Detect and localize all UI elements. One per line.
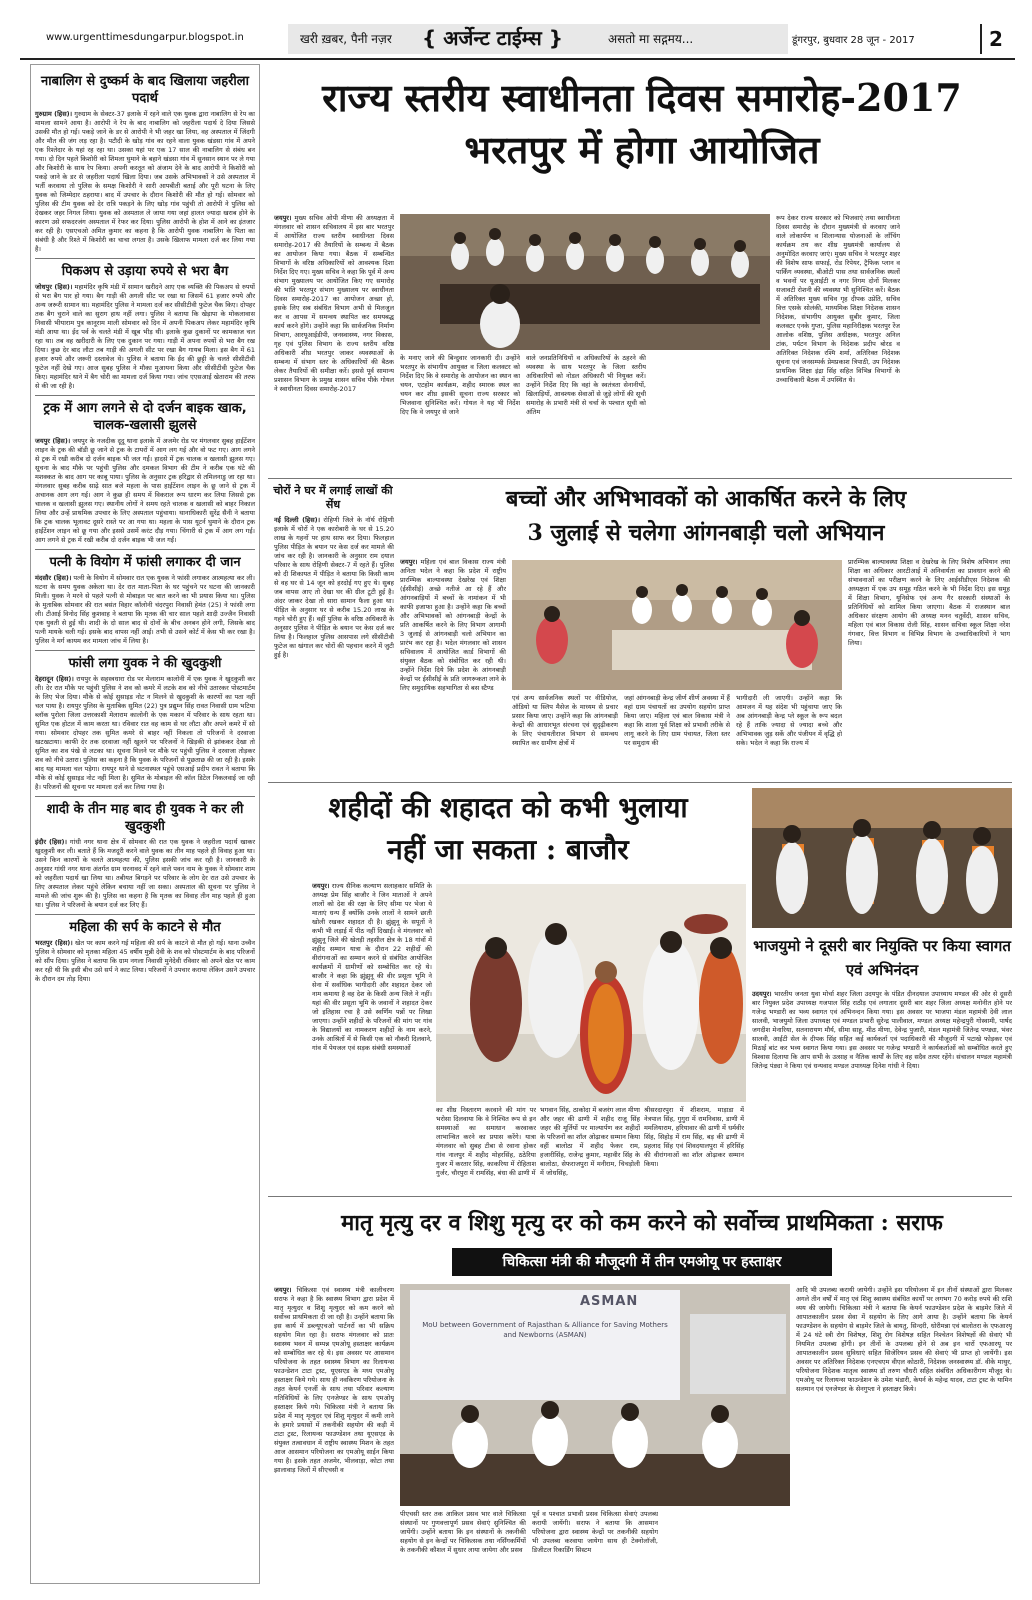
meeting-photo (400, 214, 770, 350)
article-headline: ट्रक में आग लगने से दो दर्जन बाइक खाक, चालक-खलासी झुलसे (43, 401, 247, 433)
anganwadi-col-4: भागीदारी ली जाएगी। उन्होंने कहा कि आमजन में यह संदेश भी पहुंचाया जाए कि अब आंगनबाड़ी केन्द्र प्ले स्कूल के रूप बदल रहे हैं ताकि ज्यादा से ज्यादा बच्चे और अभिभावक जुड़ सकें और पंजीयन में वृद्धि हो सके। भदेल ने कहा कि राज्य में (736, 694, 842, 747)
anganwadi-headline-2: 3 जुलाई से चलेगा आंगनबाड़ी चलो अभियान (527, 520, 885, 546)
article-headline: फांसी लगा युवक ने की खुदकुशी (68, 656, 222, 671)
banner-caption: MoU between Government of Rajasthan & Alliance for Saving Mothers and Newborns (ASMAN) (422, 1321, 668, 1339)
bjym-body (752, 990, 1012, 1190)
theft-text: रोहिणी जिले के नॉर्थ रोहिणी इलाके में चोरों ने एक कारोबारी के घर से 15.20 लाख के गहनों पर हाथ साफ कर दिया। फिलहाल पुलिस पीड़ित के बयान पर केस दर्ज कर मामले की जांच कर रही है। जानकारी के अनुसार राम दयाल परिवार के साथ रोहिणी सेक्टर-7 में रहते हैं। पुलिस को दी शिकायत में पीड़ित ने बताया कि किसी काम से वह घर से 14 जून को हरदोई गए हुए थे। सुबह जब वापस आए तो देखा घर की ग्रील टूटी हुई है। अंदर जाकर देखा तो सारा सामान फैला हुआ था। पीड़ित के अनुसार घर से करीब 15.20 लाख के गहने चोरी हुए हैं। वहीं पुलिस के वरिष्ठ अधिकारी के अनुसार पुलिस ने पीड़ित के बयान पर केस दर्ज कर लिया है। फिलहाल पुलिस आसपास लगे सीसीटीवी फुटेज का खंगाल कर चोरों की पहचान करने में जुटी हुई है। (274, 516, 394, 659)
divider (35, 395, 255, 396)
newspaper-brand: { अर्जेन्ट टाईम्स } (422, 26, 563, 50)
health-dateline: जयपुर। (274, 1286, 292, 1294)
article (35, 919, 255, 984)
tagline-right: असतो मा सद्गमय... (608, 32, 694, 46)
lead-text: मुख्य सचिव ओपी मीणा की अध्यक्षता में मंगलवार को शासन सचिवालय में इस बार भरतपुर में आयोजित राज्य स्तरीय स्वाधीनता दिवस समारोह-2017 की तैयारियों के सम्बन्ध में बैठक का आयोजन किया गया। बैठक में सम्बन्धित विभागों के वरिष्ठ अधिकारियों को आवश्यक दिशा निर्देश दिए गए। मुख्य सचिव ने कहा कि पूर्व में अन्य संभाग मुख्यालय पर आयोजित किए गए समारोह की भांति भरतपुर संभाग मुख्यालय पर स्वाधीनता दिवस समारोह-2017 का आयोजन अच्छा हो, इसके लिए सब संबंधित विभाग अभी से मिलजुल कर व आपस में समन्वय स्थापित कर समयबद्ध कार्य करने होंगे। उन्होंने कहा कि सार्वजनिक निर्माण विभाग, आरयूआईडीपी, जनस्वास्थ्य, नगर विकास, गृह एवं पुलिस विभाग के राज्य स्तरीय वरिष्ठ अधिकारी शीघ्र भरतपुर जाकर व्यवस्थाओं के सम्बन्ध में संभाग स्तर के अधिकारियों की बैठक लेकर तैयारियों की समीक्षा करें। इससे पूर्व सामान्य प्रशासन विभाग के प्रमुख शासन सचिव पीके गोयल ने स्वाधीनता दिवस समारोह-2017 (274, 214, 394, 393)
health-col-3: पूर्व व पश्चात प्रभावी प्रसव चिकित्सा सेवाएं उपलब्ध करायी जायेंगी। सराफ ने बताया कि आसमान परियोजना द्वारा स्वास्थ्य केन्द्रों पर तकनीकी सहयोग भी उपलब्ध करवाया जायेगा साथ ही टेक्नोलॉजी, डिजीटल रिकार्डिंग सिस्टम (532, 1510, 658, 1554)
anganwadi-meeting-photo (512, 560, 842, 690)
article-headline: पिकअप से उड़ाया रुपये से भरा बैग (61, 264, 229, 279)
article-dateline: जयपुर (हिस)। (35, 437, 71, 445)
article (35, 801, 255, 910)
page-number: 2 (980, 24, 1010, 54)
article-text: महामंदिर कृषि मंडी में सामान खरीदने आए एक व्यक्ति की पिकअप से रुपयों से भरा बैग पार हो गया। बैग गाड़ी की अगली सीट पर रखा था जिसमें 61 हजार रुपये और अन्य जरूरी सामान था। महामंदिर पुलिस ने मामला दर्ज कर सीसीटीवी फुटेज चैक किए। दोपहर तक बैग चुराने वाले का सुराग हाथ नहीं लगा। पुलिस ने बताया कि खेड़ापा के मोकलावास निवासी भीयाराम पुत्र कानूराम माली सोमवार को दिन में अपनी पिकअप लेकर महामंदिर कृषि मंडी आया था। ईद पर्व के चलते मंडी में खूब भीड़ थी। इलाके कुछ दुकानों पर कामकाज चल रहा था। तब वह खरीदारी के लिए एक दुकान पर गया। गाड़ी में अपना रुपयों से भरा बैग रख दिया। कुछ देर बाद लौटा तब गाड़ी की अगली सीट पर रखा बैग गायब मिला। इस बैग में 61 हजार रुपये और जरूरी दस्तावेज थे। पुलिस ने बताया कि ईद की छुट्टी के चलते सीसीटीवी फुटेज नहीं देखे गए। आज सुबह पुलिस ने मौका मुआयना किया और सीसीटीवी फुटेज चैक किए। महामंदिर थाने में बैग चोरी का मामला दर्ज किया गया। जांच एएसआई खेताराम की तरफ से की जा रही है। (35, 283, 255, 390)
martyr-headline-1: शहीदों की शहादत को कभी भुलाया (328, 791, 688, 824)
article-headline: शादी के तीन माह बाद ही युवक ने कर ली खुदकुशी (46, 802, 244, 834)
article (35, 554, 255, 646)
article-body (35, 939, 255, 984)
issue-date: डूंगरपुर, बुधवार 28 जून - 2017 (792, 35, 915, 46)
martyr-col-4: श्रीसरदारपुरा में शीशराम, माड़ाडा में नेत्रपाल सिंह, गुगुरा में रामनिवास, डाणी में ममलियाराम, हरियावार की ढाणी में धर्मवीर सिंह, सिहोड़ में राम सिंह, बड़ की ढाणी में प्रहलाद सिंह एवं शिवदयालपुरा में हरिसिंह की वीरांगनाओं का शॉल ओढ़ाकर सम्मान किया। (644, 1106, 744, 1168)
martyr-text: राज्य सैनिक कल्याण सलाहकार समिति के अध्यक्ष प्रेम सिंह बाजौर ने जिन माताओं ने अपने लालों को देश की रक्षा के लिए सीमा पर भेजा ये माताएं धन्य हैं क्योंकि उनके लालों ने सामने छाती खोली रखकर शहादत दी है। झुंझुनू के सपूतों ने कभी भी लड़ाई में पीठ नहीं दिखाई। वे मंगलवार को झुंझुनू जिले की खेतड़ी तहसील क्षेत्र के 18 गांवों में शहीद सम्मान यात्रा के दौरान 22 शहीदों की वीरांगनाओं का सम्मान करने से संबंधित आयोजित कार्यक्रमों में ग्रामीणों को सम्बोधित कर रहे थे। बाजौर ने कहा कि झुंझुनू की वीर प्रसूता भूमि ने सेना में सर्वाधिक भागीदारी और शहादत देकर जो नाम कमाया है वह देश के किसी अन्य जिले ने नहीं। यहां की वीर प्रसूता भूमि के जवानों ने शहादत देकर जो इतिहास रचा है उसे स्वर्णिम पन्नों पर लिखा जाएगा। उन्होंने शहीदों के परिजनों की मांग पर गांव के विद्यालयों का नामकरण शहीदों के नाम करने, उनके आश्रितों में से किसी एक को नौकरी दिलवाने, गांव में पेयजल एवं सड़क संबंधी समस्याओं (312, 882, 432, 1052)
article-body (35, 675, 255, 792)
lead-col-4: रूप देकर राज्य सरकार को भिजवाएं तथा स्वाधीनता दिवस समारोह के दौरान मुख्यमंत्री से करवाए जाने वाले लोकार्पण व शिलान्यास योजनाओं के लाँचिंग कार्यक्रम तय कर शीघ्र मुख्यमंत्री कार्यालय से अनुमोदित करवाए जाएं। मुख्य सचिव ने भरतपुर शहर की विशेष साफ सफाई, रोड रिपेयर, ट्रैफिक प्लान व पार्किंग व्यवस्था, बीओटी पास तथा सार्वजनिक स्थलों व भवनों पर यूआईटी व नगर निगम दोनों मिलकर सजावटी रोशनी की व्यवस्था भी सुनिश्चित करें। बैठक में अतिरिक्त मुख्य सचिव गृह दीपक उप्रेति, सचिव वित्त एसके सोलंकी, माध्यमिक शिक्षा निदेशक शासन निदेशक, संभागीय आयुक्त सुबीर कुमार, जिला कलक्टर एनके गुप्ता, पुलिस महानिरीक्षक भरतपुर रेंज आलोक वशिष्ठ, पुलिस अधीक्षक, भरतपुर अनिल टांक, पर्यटन विभाग के निदेशक प्रदीप बोरड व अतिरिक्त निदेशक रश्मि शर्मा, अतिरिक्त निदेशक सूचना एवं जनसम्पर्क प्रेमप्रकाश त्रिपाठी, उप निदेशक प्राथमिक शिक्षा इंद्रा सिंह सहित विभिन्न विभागों के उच्चाधिकारी बैठक में उपस्थित थे। (776, 214, 900, 384)
page-header (20, 18, 1015, 60)
bjym-dateline: उदयपुर। (752, 990, 772, 998)
anganwadi-headline-1: बच्चों और अभिभावकों को आकर्षित करने के लिए (505, 486, 907, 512)
article-dateline: गुरुग्राम (हिस)। (35, 110, 73, 118)
health-col-4: आदि भी उपलब्ध करायी जायेगी। उन्होंने इस परियोजना में इन तीनों संस्थाओं द्वारा मिलकर अगले तीन वर्षों में मातृ एवं शिशु स्वास्थ्य संबंधित कार्यों पर लगभग 70 करोड़ रुपये की राशि व्यय की जायेगी। चिकित्सा मंत्री ने बताया कि केयर्न फाउण्डेशन प्रदेश के बाड़मेर जिले में आपातकालीन प्रसव सेवा में सहयोग के लिए आगे आया है। उन्होंने बताया कि केयर्न फाउण्डेशन के सहयोग से बाड़मेर जिले के बायतु, सिन्दरी, धोरीमन्ना एवं बालोतरा के एफआरयू में 24 घंटे स्त्री रोग विशेषज्ञ, शिशु रोग विशेषज्ञ सहित निश्चेतन विशेषज्ञों की सेवाएं भी नियमित उपलब्ध होंगी। इन तीनों के उपलब्ध होने से अब इन चारों एफआरयू पर आपातकालीन प्रसव सुविधाएं सहित सिजेरियन प्रसव की सेवाएं भी प्राप्त हो जायेंगी। इस अवसर पर अतिरिक्त निदेशक एनएचएम वीएल कोठारी, निदेशक जनस्वास्थ्य डॉ. वीके माथुर, परियोजना निदेशक मातृत्व स्वास्थ्य डॉ तरुण चौधरी सहित संबंधित अधिकारीगण मौजूद थे। एमओयू पर रिलायन्स फाउन्डेशन के उमेश भंडारी, केयर्न के महेन्द्र यादव, टाटा ट्रस्ट के यामिन सलमान एवं एनजेण्डर के सेनगुप्ता ने हस्ताक्षर किये। (796, 1286, 1012, 1393)
article-text: गांधी नगर थाना क्षेत्र में सोमवार की रात एक युवक ने जहरीला पदार्थ खाकर खुदकुशी कर ली। बताते हैं कि मजदूरी करने वाले युवक का तीन माह पहले ही विवाह हुआ था। उसने किन कारणों के चलते आत्महत्या की, पुलिस इसकी जांच कर रही है। जानकारी के अनुसार गांधी नगर थाना अंतर्गत ग्राम धरनावद में रहने वाले पवन नाम के युवक ने सोमवार शाम को जहरीला पदार्थ खा लिया था। तबीयत बिगड़ने पर परिवार के लोग देर रात उसे उपचार के लिए अस्पताल लेकर पहुंचे लेकिन बचाया नहीं जा सका। अस्पताल की सूचना पर पुलिस ने मामले की जांच शुरू की है। पुलिस का कहना है कि मृतक का विवाह तीन माह पहले ही हुआ था। पुलिस ने परिजनों के बयान दर्ज कर लिए हैं। (35, 838, 255, 909)
martyr-headline-2: नहीं जा सकता : बाजौर (387, 833, 629, 866)
martyr-col-3: भगवान सिंह, ठाकोदा में बजरंग लाल मीणा और जहर की ढाणी में शहीद राजू सिंह जहर की मूर्तियों पर माल्यार्पण कर शहीदों के परिजनों का शॉल ओढ़ाकर सम्मान किया वहीं बालोठा में शहीद फेकर राम, हजारीसिंह, राजेन्द्र कुमार, महावीर सिंह के बालोठा, सेफराजपुरा में मनीराम, चिचड़ोली में जोधसिंह, (540, 1106, 640, 1177)
blog-url[interactable]: www.urgenttimesdungarpur.blogspot.in (46, 32, 244, 43)
bjym-text: भारतीय जनता युवा मोर्चा शहर जिला उदयपुर के पंडित दीनदयाल उपाध्याय मण्डल की ओर से दूसरी बार नियुक्त प्रदेश उपाध्यक्ष गजपाल सिंह राठौड़ एवं लगातार दूसरी बार शहर जिला अध्यक्ष मनोनीत होने पर गजेन्द्र भण्डारी का भव्य स्वागत एवं अभिनन्दन किया गया। इस अवसर पर भाजपा मंडल महामंत्री देवी लाल सालवी, भाजयुमो जिला उपाध्यक्ष एवं मण्डल प्रभारी सुरेन्द्र पालीवाल, मण्डल अध्यक्ष महेन्द्रपुरी गोस्वामी, पार्षद जगदीश मेनारिया, सतनारायण मौर्य, सीमा साहू, मीठ मीणा, देवेन्द्र पुजारी, मंडल महामंत्री जितेन्द्र पण्ड्या, भंवर सालवी, आईटी सेल के दीपक सिंह सहित कई कार्यकर्ता एवं पदाधिकारी की मौजूदगी में पटाखे फोड़कर एवं मिठाई बांट कर भव्य स्वागत किया गया। इस अवसर पर गजेन्द्र भण्डारी ने कार्यकर्ताओं को सम्बोधित करते हुए विश्वास दिलाया कि आप सभी के उत्साह व नैतिक कार्यों के लिए वह सदैव तत्पर रहेंगे। संचालन मण्डल महामंत्री जितेन्द्र पंड्या ने किया एवं धन्यवाद मण्डल उपाध्यक्ष दिनेश गांधी ने दिया। (752, 990, 1012, 1070)
health-subheadline: चिकित्सा मंत्री की मौजूदगी में तीन एमओयू पर हस्ताक्षर (452, 1248, 832, 1276)
theft-body (274, 516, 394, 776)
article-text: जयपुर के नजदीक दूदू थाना इलाके में अजमेर रोड पर मंगलवार सुबह हाईटेंशन लाइन के ट्रक की बॉडी छू जाने से ट्रक के टायरों में आग लग गई और वो फट गए। आग लगने से ट्रक में रखी करीब दो दर्जन बाइक भी जल गईं। हादसे में ट्रक चालक व खलासी झुलस गए। सूचना के बाद मौके पर पहुंची पुलिस और दमकल विभाग की टीम ने करीब एक घंटे की मशक्कत के बाद आग पर काबू पाया। पुलिस के अनुसार ट्रक हरिद्वार से तमिलनाडु जा रहा था। मंगलवार सुबह करीब साढ़े सात बजे महला के पास हाईटेंशन लाइन के छू जाने से ट्रक में अचानक आग लग गई। आग ने कुछ ही समय में विकराल रूप धारण कर लिया जिससे ट्रक चालक व खलासी झुलस गए। स्थानीय लोगों ने समय रहते चालक व खलासी को बाहर निकाल लिया और उन्हें प्राथमिक उपचार के लिए अस्पताल पहुंचाया। थानाधिकारी सुरेंद्र सैनी ने बताया कि ट्रक चालक भूलावट दूसरे रास्ते पर आ गया था। महला के पास यूटर्न घुमाने के दौरान ट्रक हाईटेंशन लाइन को छू गया और इससे उसमें करंट दौड़ गया। चिंगारी से ट्रक में आग लग गई। आग लगने से ट्रक में रखी करीब दो दर्जन बाइक भी जल गईं। (35, 437, 255, 544)
article-dateline: इंदौर (हिस)। (35, 838, 67, 846)
section-divider (268, 478, 1012, 479)
anganwadi-dateline: जयपुर। (400, 558, 418, 566)
divider (35, 258, 255, 259)
article-headline: महिला की सर्प के काटने से मौत (69, 920, 221, 935)
article (35, 655, 255, 792)
theft-headline: चोरों ने घर में लगाई लाखों की सेंध (273, 484, 393, 511)
martyr-col-1 (312, 882, 432, 1190)
theft-dateline: नई दिल्ली (हिस)। (274, 516, 321, 524)
divider (35, 914, 255, 915)
anganwadi-col-1 (400, 558, 506, 778)
anganwadi-col-3: जहां आंगनबाड़ी केन्द्र जीर्ण शीर्ण अवस्था में हैं वहां ग्राम पंचायतों का उपयोग सहयोग प्राप्त किया जाए। महिला एवं बाल विकास मंत्री ने कहा कि शाला पूर्व शिक्षा को प्रभावी तरीके से लागू करने के लिए ग्राम पंचायत, जिला स्तर पर समुदाय की (624, 694, 730, 747)
article-text: गुरुग्राम के सेक्टर-37 इलाके में रहने वाले एक युवक द्वारा नाबालिग से रेप का मामला सामने आया है। आरोपी ने रेप के बाद नाबालिग को जहरीला पदार्थ दे दिया जिससे उसकी मौत हो गई। पकड़े जाने के डर से आरोपी ने भी जहर खा लिया, वह अस्पताल में जिंदगी और मौत की जंग लड़ रहा है। पटौदी के खोड़ गांव का रहने वाला युवक खंडसा गांव में अपने एक रिश्तेदार के यहां रह रहा था। उसका यहां पर एक 17 साल की नाबालिग से संबंध बन गया। दो दिन पहले किशोरी को शिमला घुमाने के बहाने खंडसा गांव में सुनसान स्थान पर ले गया और किशोरी के साथ रेप किया। अपनी करतूत को अंजाम देने के बाद आरोपी ने किशोरी को पकड़े जाने के डर से जहरीला पदार्थ खिला दिया। जब उसके अभिभावकों ने उसे अस्पताल में भर्ती करवाया तो पुलिस के समक्ष किशोरी ने सारी आपबीती बताई और पूरी घटना के लिए युवक को जिम्मेदार ठहराया। बाद में उपचार के दौरान किशोरी की मौत हो गई। सोमवार को पुलिस की टीम युवक को देर रात्रि पकड़ने के लिए खोड़ गांव पहुंची तो आरोपी ने पुलिस को देखकर जहर निगल लिया। युवक को अस्पताल ले जाया गया जहां हालत ज्यादा खराब होने के कारण उसे सफदरजंग अस्पताल में रेफर कर दिया। पुलिस आरोपी के होश में आने का इंतजार कर रही है। एसएचओ अमित कुमार का कहना है कि आरोपी युवक नाबालिग के पिता का संबंधी है और रिश्ते में किशोरी का चाचा लगता है। उसके खिलाफ मामला दर्ज कर लिया गया है। (35, 110, 255, 253)
article-headline: पत्नी के वियोग में फांसी लगाकर दी जान (49, 555, 241, 570)
article-dateline: भरतपुर (हिस)। (35, 939, 73, 947)
article-dateline: जोधपुर (हिस)। (35, 283, 73, 291)
article-body (35, 110, 255, 254)
bjym-headline: भाजयुमो ने दूसरी बार नियुक्ति पर किया स्वागत एवं अभिनंदन (753, 937, 1011, 979)
health-headline: मातृ मृत्यु दर व शिशु मृत्यु दर को कम करने को सर्वोच्च प्राथमिकता : सराफ (341, 1210, 943, 1236)
article-headline: नाबालिग से दुष्कर्म के बाद खिलाया जहरीला पदार्थ (41, 74, 249, 106)
article-text: रायपुर के सहस्त्रधारा रोड पर मेलाराम कालोनी में एक युवक ने खुदकुशी कर ली। देर रात मौके पर पहुंची पुलिस ने शव को कमरे में लटके शव को नीचे उतारकर पोस्टमार्टम के लिए भेज दिया। मौके से कोई सुसाइड नोट न मिलने से खुदकुशी के कारणों का पता नहीं चल पाया है। रायपुर पुलिस के मुताबिक सुमित (22) पुत्र प्रद्युम्न सिंह रावत निवासी ग्राम भटिया ब्लॉक पुरोला जिला उत्तरकाशी मेलाराम कालोनी के एक मकान में परिवार के साथ रहता था। सुमित एक होटल में काम करता था। रविवार रात वह काम से घर लौटा और अपने कमरे में सो गया। सोमवार दोपहर तक सुमित कमरे से बाहर नहीं निकला तो परिजनों ने दरवाजा खटखटाया। काफी देर तक दरवाजा नहीं खुलने पर परिजनों ने खिड़की से झांककर देखा तो सुमित का शव पंखे से लटका था। सूचना मिलने पर मौके पर पहुंची पुलिस ने दरवाजा तोड़कर शव को नीचे उतारा। पुलिस का कहना है कि युवक के परिजनों से पूछताछ की जा रही है। इसके बाद यह मामला चल पड़ेगा। रायपुर थाने से घटनास्थल पहुंचे एसआई प्रदीप रावत ने बताया कि मौके से कोई सुसाइड नोट नहीं मिला है। सुमित के मोबाइल की कॉल डिटेल निकलवाई जा रही है। परिजनों की सूचना पर मामला दर्ज कर लिया गया है। (35, 675, 255, 791)
article-body (35, 283, 255, 391)
lead-dateline: जयपुर। (274, 214, 292, 222)
anganwadi-col-5: प्रारम्भिक बाल्यावस्था शिक्षा व देखरेख के लिए विशेष अभियान तथा शिक्षा का अधिकार आरटीआई में अनिवार्यता का प्रावधान करने की संभावनाओं का परीक्षण करने के लिए आईसीडीएस निदेशक की अध्यक्षता में एक उप समूह गठित करने के भी निर्देश दिए। इस समूह में शिक्षा विभाग, यूनिसेफ एवं अन्य गैर सरकारी संस्थाओं के प्रतिनिधियों को शामिल किया जाएगा। बैठक में राजस्थान बाल अधिकार संरक्षण आयोग की अध्यक्ष मनन चतुर्वेदी, शासन सचिव, महिला एवं बाल विकास रोली सिंह, शासन सचिवा स्कूल शिक्षा नरेश गंगवार, वित्त विभाग व विभिन्न विभाग के उच्चाधिकारियों ने भाग लिया। (848, 558, 1010, 647)
lead-col-2: के मनाए जाने की बिन्दुवार जानकारी दी। उन्होंने भरतपुर के संभागीय आयुक्त व जिला कलक्टर को निर्देश दिए कि वे समारोह के आयोजन का स्थान का चयन, एटहोम कार्यक्रम, शहीद स्मारक स्थल का चयन कर शीघ्र इसकी सूचना राज्य सरकार को भिजवाना सुनिश्चित करें। गोयल ने यह भी निर्देश दिए कि वे जयपुर से जाने (400, 354, 520, 416)
article (35, 400, 255, 545)
mou-signing-photo (400, 1284, 790, 1506)
divider (35, 796, 255, 797)
health-col-1 (274, 1286, 394, 1588)
divider (35, 549, 255, 550)
health-col-2: पीएचसी स्तर तक आकिल प्रसव भार वाले चिकित्सा संस्थानों पर गुणवत्तापूर्ण प्रसव सेवाएं सुनिश्चित की जायेंगी। उन्होंने बताया कि इन संस्थानों के तकनीकी सहयोग से इन केन्द्रों पर चिकित्सक तथा नर्सिंगकर्मियों के तकनीकी कौशल में सुधार लाया जायेगा और प्रसव (400, 1510, 526, 1554)
lead-col-1 (274, 214, 394, 474)
article-text: पत्नी के वियोग में सोमवार रात एक युवक ने फांसी लगाकर आत्महत्या कर ली। घटना के समय युवक अकेला था। देर रात माता-पिता के घर पहुंचने पर घटना की जानकारी मिली। युवक ने मरने से पहले पत्नी से मोबाइल पर बात करने का भी प्रयास किया था। पुलिस के मुताबिक सोमवार की रात बसंत विहार कॉलोनी चंदरपुरा निवासी हेमंत (25) ने फांसी लगा ली। टीआई विनोद सिंह कुशवाह ने बताया कि मृतक की चार साल पहले शादी उज्जैन निवासी एक युवती से हुई थी। शादी के दो साल बाद से दोनों के बीच अनबन होने लगी, जिसके बाद पत्नी मायके चली गई। इसके बाद वापस नहीं आई। तभी से उसने कोर्ट में केस भी कर रखा है। पुलिस ने मर्ग कायम कर मामला जांच में लिया है। (35, 574, 255, 645)
health-text: चिकित्सा एवं स्वास्थ्य मंत्री कालीचरण सराफ ने कहा है कि स्वास्थ्य विभाग द्वारा प्रदेश में मातृ मृत्युदर व शिशु मृत्युदर को कम करने को सर्वोच्च प्राथमिकता दी जा रही है। उन्होंने बताया कि इस कार्य में डब्ल्यूएचओ पार्टनरों का भी सक्रिय सहयोग मिल रहा है। सराफ मंगलवार को प्रातः स्वास्थ्य भवन में सम्पन्न एमओयू हस्ताक्षर कार्यक्रम को सम्बोधित कर रहे थे। इस अवसर पर आसमान परियोजना के तहत स्वास्थ्य विभाग का रिलायन्स फाउन्डेशन टाटा ट्रस्ट, यूएसएड के मध्य एमओयू हस्ताक्षर किये गये। साथ ही नवकिरण परियोजना के तहत केयर्न एनर्जी के साथ तथा परिवार कल्याण गतिविधियों के लिए एनजेण्डर के साथ एमओयू हस्ताक्षर किये गये। चिकित्सा मंत्री ने बताया कि प्रदेश में मातृ मृत्युदर एवं शिशु मृत्युदर में कमी लाने के हमारे प्रयासों में तकनीकी सहयोग की कड़ी में टाटा ट्रस्ट, रिलायन्स फाउण्डेशन तथा यूएसएड के संयुक्त तत्वावधान में राष्ट्रीय स्वास्थ्य मिशन के तहत आज आसमान परियोजना का एमओयू साईन किया गया है। इसके तहत अजमेर, भीलवाड़ा, कोटा तथा झालावाड़ जिलों में सीएचसी व (274, 1286, 394, 1474)
article-body (35, 437, 255, 545)
banner-word: ASMAN (580, 1294, 639, 1309)
lead-headline: राज्य स्तरीय स्वाधीनता दिवस समारोह-2017 भरतपुर में होगा आयोजित (322, 75, 962, 172)
article (35, 73, 255, 254)
section-divider (268, 782, 1012, 783)
section-divider (268, 1196, 1012, 1197)
left-news-column (30, 64, 260, 1584)
article-text: खेत पर काम करने गई महिला की सर्प के काटने से मौत हो गई। थाना उच्चैन पुलिस ने सोमवार को मृतका महिला 45 वर्षीय मुन्नी देवी के शव को पोस्टमार्टम के बाद परिजनों को सौंप दिया। पुलिस ने बताया कि ग्राम नगला निवासी मुनेदेवी रविवार को अपने खेत पर काम कर रही थी कि इसी बीच उसे सर्प ने काट लिया। परिजनों ने उपचार कराया लेकिन उसने उपचार के दौरान दम तोड़ दिया। (35, 939, 255, 983)
lead-col-3: वाले जनप्रतिनिधियों व अधिकारियों के ठहरने की व्यवस्था के साथ भरतपुर के जिला स्तरीय अधिकारियों को नोडल अधिकारी भी नियुक्त करें। उन्होंने निर्देश दिए कि वहां के स्वतंत्रता सेनानीयों, खिलाड़ियों, आवश्यक सेवाओं से जुड़े लोगों की सूची समारोह के प्रभारी मंत्री से चर्चा के पश्चात सूची को अंतिम (526, 354, 646, 416)
article-dateline: मंदसौर (हिस)। (35, 574, 72, 582)
divider (35, 650, 255, 651)
martyr-col-2: का शीघ्र निस्तारण करवाने की मांग पर भरोसा दिलवाया कि वे निश्चित रूप से इन समस्याओं का समाधान करवाकर लाभान्वित करने का प्रयास करेंगे। यात्रा मंगलवार को सुबह टीबा से रवाना होकर गांव नालपुर में शहीद मोहरसिंह, ठठेरिया गुजर में करतार सिंह, काकरिया में रोहिताश गुर्जर, चौरपुरा में रामसिंह, बंधा की ढाणी में (436, 1106, 536, 1177)
martyr-dateline: जयपुर। (312, 882, 330, 890)
article-body (35, 838, 255, 910)
bjym-felicitation-photo (752, 788, 1012, 928)
tagline-left: खरी ख़बर, पैनी नज़र (300, 32, 392, 46)
anganwadi-text: महिला एवं बाल विकास राज्य मंत्री अनिता भदेल ने कहा कि प्रदेश में राष्ट्रीय प्रारम्भिक बाल्यावस्था देखरेख एवं शिक्षा (ईसीसीई) अच्छे नतीजे आ रहे हैं और आंगनबाड़ियों में बच्चों के नामांकन में भी काफी इजाफा हुआ है। उन्होंने कहा कि बच्चों और अभिभावकों को आंगनबाड़ी केन्द्रों के प्रति आकर्षित करने के लिए विभाग आगामी 3 जुलाई से आंगनबाड़ी चलो अभियान का प्रारंभ कर रहा है। भदेल मंगलवार को शासन सचिवालय में आयोजित कार्ड विभागों की संयुक्त बैठक को संबोधित कर रही थी। उन्होंने निर्देश दिये कि प्रदेश के आंगनबाड़ी केन्द्रों पर ईसीसीई के प्रति जागरूकता लाने के लिए समुदायिक सहभागिता से बस स्टैण्ड (400, 558, 506, 692)
article-body (35, 574, 255, 646)
martyr-ceremony-photo (436, 884, 746, 1102)
article-dateline: देहरादून (हिस)। (35, 675, 74, 683)
article (35, 263, 255, 391)
anganwadi-col-2: एवं अन्य सार्वजनिक स्थलों पर वीडियोज, ऑडियो या स्लिप मैसेज के माध्यम से प्रचार प्रसार किया जाए। उन्होंने कहा कि आंगनबाड़ी केन्द्रों की आधारभूत संरचना एवं सुदृढ़ीकरण के लिए पंचायतीराज विभाग से समन्वय स्थापित कर ग्रामीण क्षेत्रों में (512, 694, 618, 747)
